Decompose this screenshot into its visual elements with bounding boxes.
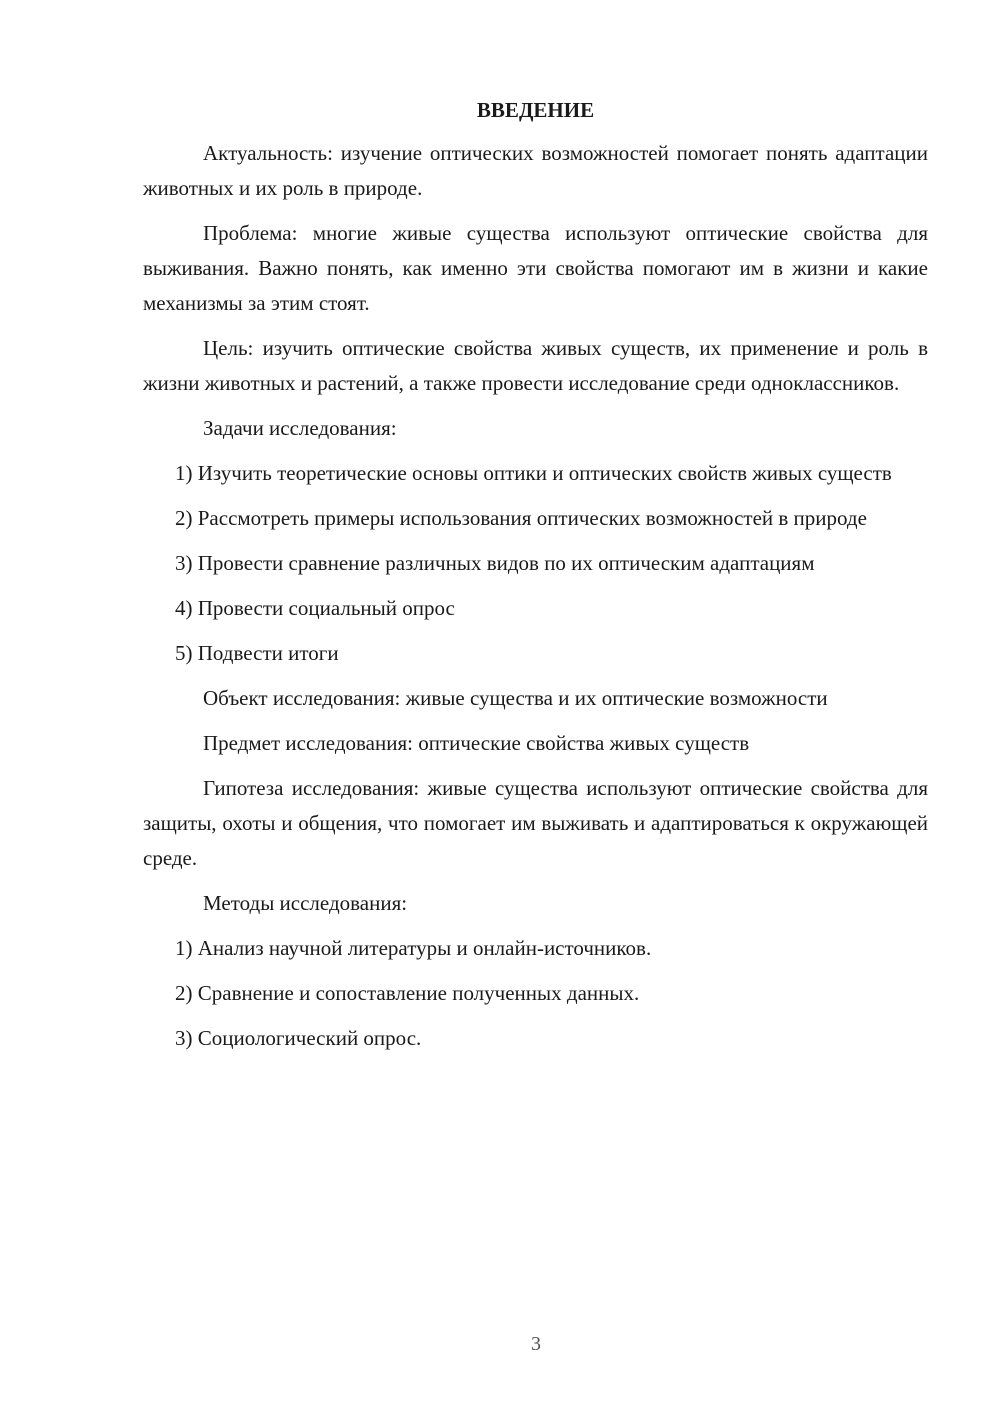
problem-paragraph: Проблема: многие живые существа используют оптические свойства для выживания. Важно понять, как именно эти свойства помогают им в жизни и какие механизмы за этим стоят. xyxy=(143,221,928,315)
method-item-2: 2) Сравнение и сопоставление полученных данных. xyxy=(175,981,640,1005)
document-page xyxy=(143,92,928,1066)
methods-heading: Методы исследования: xyxy=(203,891,408,915)
relevance-paragraph: Актуальность: изучение оптических возможностей помогает понять адаптации животных и их роль в природе. xyxy=(143,141,928,200)
method-item-3: 3) Социологический опрос. xyxy=(175,1026,422,1050)
task-item-1: 1) Изучить теоретические основы оптики и оптических свойств живых существ xyxy=(175,461,892,485)
subject-paragraph: Предмет исследования: оптические свойства живых существ xyxy=(203,731,750,755)
goal-paragraph: Цель: изучить оптические свойства живых существ, их применение и роль в жизни животных и растений, а также провести исследование среди одноклассников. xyxy=(143,336,928,395)
section-title: ВВЕДЕНИЕ xyxy=(476,98,595,122)
task-item-2: 2) Рассмотреть примеры использования оптических возможностей в природе xyxy=(175,506,867,530)
task-item-5: 5) Подвести итоги xyxy=(175,641,339,665)
task-item-4: 4) Провести социальный опрос xyxy=(175,596,455,620)
page-number: 3 xyxy=(531,1333,541,1355)
method-item-1: 1) Анализ научной литературы и онлайн-источников. xyxy=(175,936,652,960)
hypothesis-paragraph: Гипотеза исследования: живые существа используют оптические свойства для защиты, охоты и общения, что помогает им выживать и адаптироваться к окружающей среде. xyxy=(143,776,928,870)
task-item-3: 3) Провести сравнение различных видов по их оптическим адаптациям xyxy=(175,551,815,575)
tasks-heading: Задачи исследования: xyxy=(203,416,397,440)
object-paragraph: Объект исследования: живые существа и их оптические возможности xyxy=(203,686,828,710)
